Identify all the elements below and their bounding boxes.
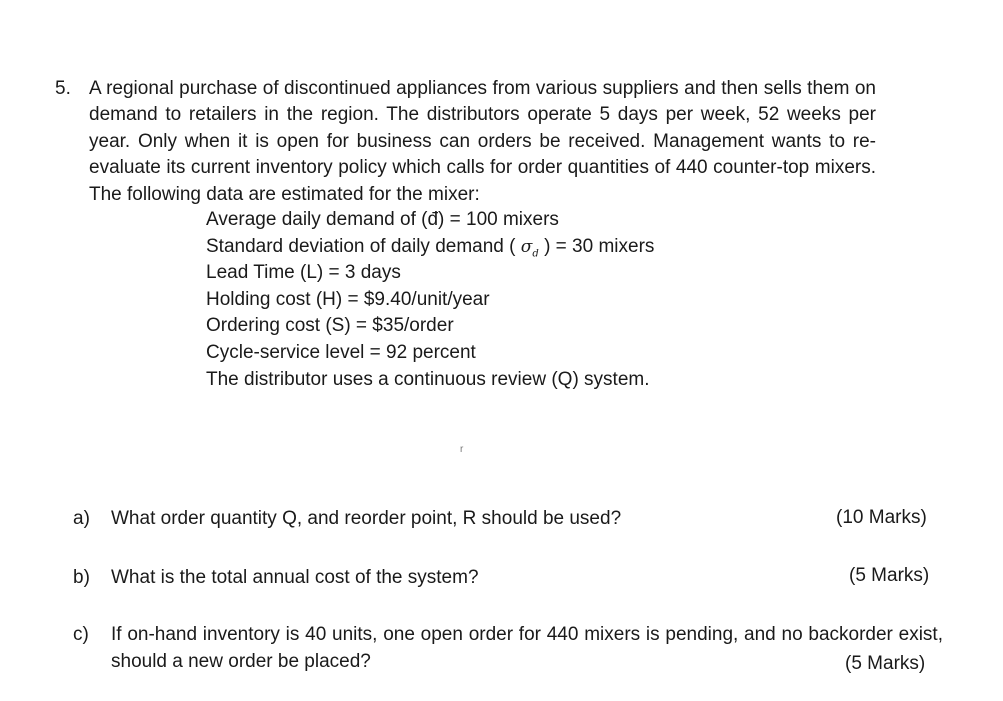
subquestion-text: What is the total annual cost of the system? xyxy=(111,567,479,588)
subquestion-text: What order quantity Q, and reorder point, R should be used? xyxy=(111,508,622,529)
question-number: 5. xyxy=(55,78,71,99)
sigma-symbol: $\sigma_d$ xyxy=(520,236,539,259)
subquestion-label: a) xyxy=(73,508,90,529)
cycle-service-level: Cycle-service level = 92 percent xyxy=(206,341,476,363)
std-dev-prefix: Standard deviation of daily demand ( xyxy=(206,235,516,257)
given-data-list xyxy=(206,207,654,393)
holding-cost: Holding cost (H) = $9.40/unit/year xyxy=(206,288,490,310)
review-system-note: The distributor uses a continuous review (Q) system. xyxy=(206,368,650,390)
ordering-cost: Ordering cost (S) = $35/order xyxy=(206,315,454,337)
subquestion-label: c) xyxy=(73,624,89,645)
subquestion-b-marks: (5 Marks) xyxy=(849,565,930,586)
lead-time: Lead Time (L) = 3 days xyxy=(206,262,401,284)
std-dev-suffix: ) = 30 mixers xyxy=(544,235,655,257)
standard-deviation xyxy=(206,234,654,261)
subquestion-label: b) xyxy=(73,567,90,588)
subquestion-a-marks: (10 Marks) xyxy=(836,507,927,528)
subquestion-text: If on-hand inventory is 40 units, one open order for 440 mixers is pending, and no backorder exist, should a new order be placed? xyxy=(111,624,943,672)
subquestion-c-marks: (5 Marks) xyxy=(845,653,926,674)
question-text: A regional purchase of discontinued appliances from various suppliers and then sells them on demand to retailers in the region. The distributors operate 5 days per week, 52 weeks per year. Only when it is open for business can orders be received. Management wants to re-evaluate its current inventory policy which calls for order quantities of 440 counter-top mixers. The following data are estimated for the mixer: xyxy=(89,78,876,205)
stray-mark: r xyxy=(460,444,464,455)
average-daily-demand: Average daily demand of (đ) = 100 mixers xyxy=(206,209,559,230)
